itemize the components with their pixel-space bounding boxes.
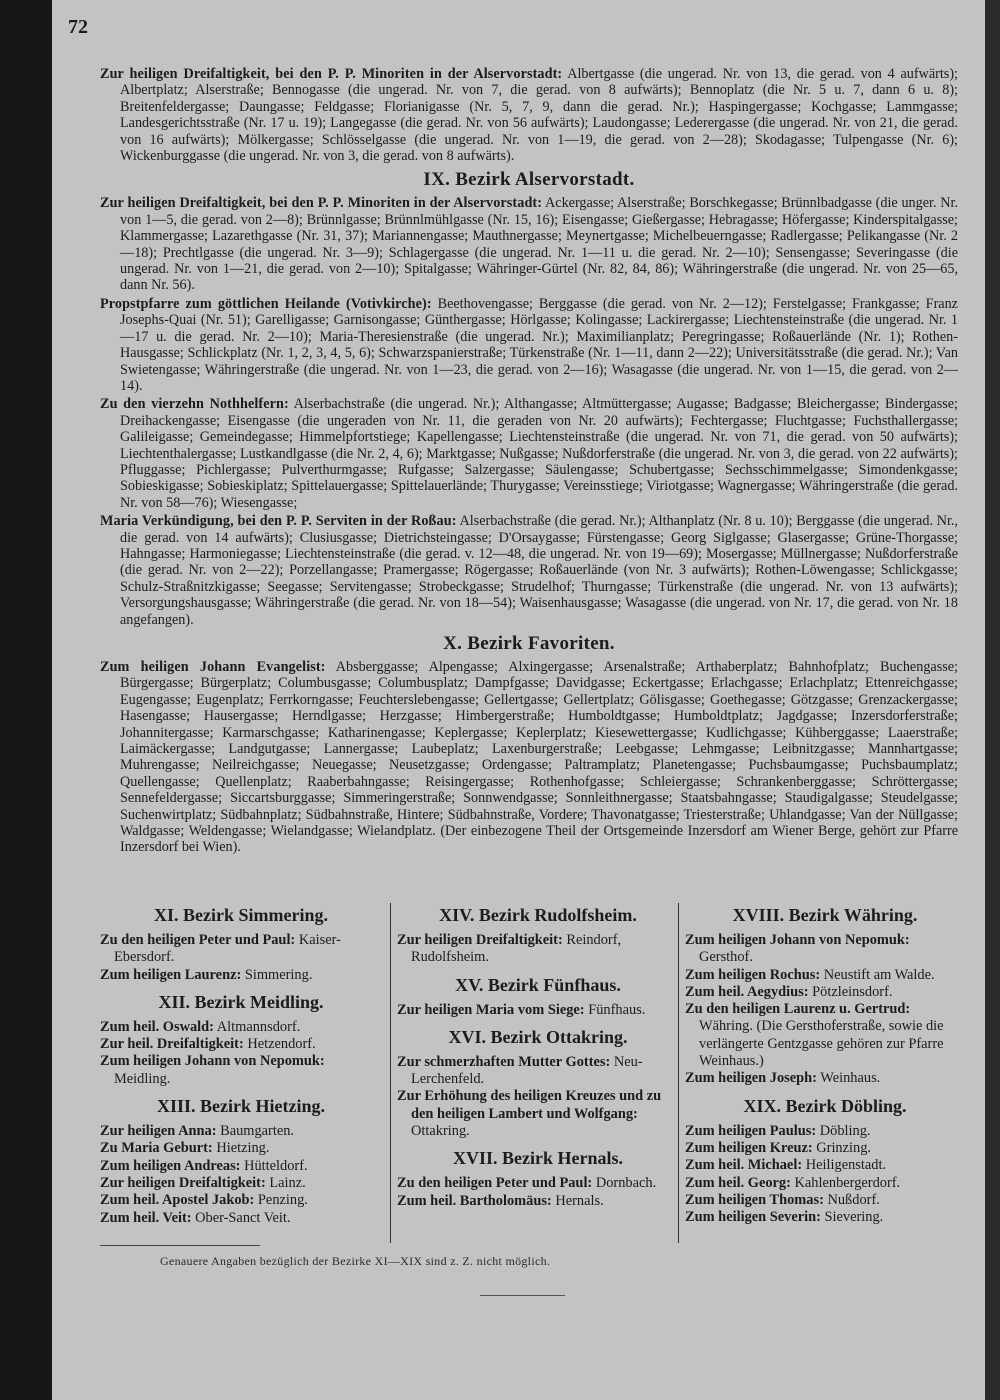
parish-entry: [100, 1036, 382, 1053]
parish-name: Zur heiligen Maria vom Siege:: [397, 1001, 585, 1018]
parish-locality: Nußdorf.: [823, 1191, 880, 1208]
parish-name: Zum heiligen Andreas:: [100, 1157, 241, 1174]
parish-name: Zum heiligen Johann Evangelist:: [100, 659, 326, 675]
district-heading: XVI. Bezirk Ottakring.: [448, 1026, 628, 1047]
parish-locality: Ottakring.: [411, 1123, 470, 1140]
parish-entry: [397, 1193, 679, 1210]
parish-locality: Ober-Sanct Veit.: [191, 1209, 291, 1226]
district-heading: XIX. Bezirk Döbling.: [743, 1095, 907, 1116]
parish-locality: Hetzendorf.: [243, 1036, 316, 1053]
parish-entry: [685, 1192, 965, 1209]
parish-locality: Hietzing.: [212, 1140, 270, 1157]
parish-locality: Hütteldorf.: [240, 1157, 308, 1174]
column-1: [100, 903, 382, 1243]
district-heading: X. Bezirk Favoriten.: [443, 633, 615, 654]
parish-entry: [685, 1123, 965, 1140]
parish-name: Maria Verkündigung, bei den P. P. Serviten in der Roßau:: [100, 513, 457, 530]
parish-name: Zur heiligen Dreifaltigkeit:: [397, 932, 563, 948]
parish-entry: [397, 1054, 679, 1089]
parish-paragraph: [100, 659, 958, 856]
parish-entry: [100, 967, 382, 984]
parish-name: Zu den heiligen Laurenz u. Gertrud:: [685, 1001, 911, 1018]
parish-name: Zum heiligen Paulus:: [685, 1122, 817, 1139]
parish-locality: Weinhaus.: [816, 1070, 881, 1087]
parish-locality: Fünfhaus.: [584, 1001, 646, 1018]
parish-entry: [397, 932, 679, 967]
street-list: Absberggasse; Alpengasse; Alxingergasse; Arsenalstraße; Arthaberplatz; Bahnhofplatz; Buchengasse; Bürgergasse; Bürgerplatz; Columbusgasse; Columbusplatz; Dampfgasse; Davidgasse; Eckertgasse; Erlachgasse; Erlachplatz; Ettenreichgasse; Eugengasse; Eugenplatz; Ferrkorngasse; Feuchterslebengasse; Gellertgasse; Gellertplatz; Gölisgasse; Goethegasse; Götzgasse; Grenzackergasse; Hasengasse; Hausergasse; Herndlgasse; Herzgasse; Himbergerstraße; Humboldtgasse; Humboldtplatz; Jagdgasse; Inzersdorferstraße; Johannitergasse; Karmarschgasse; Katharinengasse; Keplergasse; Keplerplatz; Kiesewettergasse; Kudlichgasse; Kühberggasse; Laaerstraße; Laimäckergasse; Landgutgasse; Lannergasse; Laubeplatz; Laxenburgerstraße; Leebgasse; Lehmgasse; Leibnitzgasse; Mannhartgasse; Muhrengasse; Neilreichgasse; Neuegasse; Neusetzgasse; Ordengasse; Paltramplatz; Planetengasse; Puchsbaumgasse; Puchsbaumplatz; Quellengasse; Quellenplatz; Raaberbahngasse; Reisingergasse; Rothenhofgasse; Schleiergasse; Schrankenberggasse; Schröttergasse; Sennefeldergasse; Siccartsburggasse; Simmeringerstraße; Sonnwendgasse; Sonnleithnergasse; Staatsbahngasse; Staudigalgasse; Steudelgasse; Suchenwirtplatz; Südbahnplatz; Südbahnstraße, Hintere; Südbahnstraße, Vordere; Thavonatgasse; Triesterstraße; Uhlandgasse; Van der Nüllgasse; Waldgasse; Weldengasse; Wielandgasse; Wielandplatz. (Der einbezogene Theil der Ortsgemeinde Inzersdorf am Wiener Berge, gehört zur Pfarre Inzersdorf bei Wien).: [120, 659, 958, 856]
parish-locality: Pötzleinsdorf.: [808, 983, 893, 1000]
district-columns: [100, 903, 965, 1248]
parish-name: Zum heiligen Johann von Nepomuk:: [685, 932, 910, 948]
parish-name: Zur Erhöhung des heiligen Kreuzes und zu den heiligen Lambert und Wolfgang:: [397, 1088, 662, 1122]
parish-entry: [100, 1210, 382, 1227]
column-2: [390, 903, 679, 1243]
spacer: [397, 1019, 679, 1025]
parish-name: Zum heiligen Joseph:: [685, 1070, 817, 1087]
parish-paragraph: [100, 396, 958, 511]
parish-entry: [397, 1088, 679, 1140]
parish-locality: Meidling.: [114, 1070, 171, 1087]
footnote: Genauere Angaben bezüglich der Bezirke XI—XIX sind z. Z. nicht möglich.: [160, 1254, 551, 1268]
street-list: Alserbachstraße (die ungerad. Nr.); Althangasse; Altmüttergasse; Augasse; Badgasse; Bleichergasse; Bindergasse; Dreihackengasse; Eisengasse (die ungeraden von Nr. 11, die geraden von Nr. 20 aufwärts); Fechtergasse; Fluchtgasse; Fuchsthallergasse; Galileigasse; Gemeindegasse; Himmelpfortstiege; Kapellengasse; Liechtensteinstraße (die ungerad. Nr. von 71, die gerad. von 50 aufwärts); Liechtenthalergasse; Lustkandlgasse (die Nr. 2, 4, 6); Marktgasse; Nußgasse; Nußdorferstraße (die ungerad. Nr. von 3, die gerad. von 22 aufwärts); Pfluggasse; Pichlergasse; Pulverthurmgasse; Rufgasse; Salzergasse; Säulengasse; Schubertgasse; Sechsschimmelgasse; Simondenkgasse; Sobieskigasse; Sobieskiplatz; Spittelauergasse; Spittelauerlände; Thurygasse; Vereinsstiege; Viriotgasse; Wagnergasse; Währingerstraße (die gerad. Nr. von 58—76); Wiesengasse;: [120, 396, 958, 511]
parish-name: Zum heiligen Johann von Nepomuk:: [100, 1053, 325, 1070]
parish-locality: Lainz.: [265, 1174, 306, 1191]
main-text: [100, 66, 958, 858]
parish-locality: Neustift am Walde.: [820, 966, 935, 983]
parish-paragraph: [100, 513, 958, 628]
parish-name: Zur heiligen Dreifaltigkeit, bei den P. P. Minoriten in der Alservorstadt:: [100, 66, 563, 82]
parish-entry: [100, 1019, 382, 1036]
district-heading: XI. Bezirk Simmering.: [154, 905, 328, 925]
parish-name: Zu Maria Geburt:: [100, 1140, 213, 1157]
street-list: Albertgasse (die ungerad. Nr. von 13, die gerad. von 4 aufwärts); Albertplatz; Alserstraße; Bennogasse (die ungerad. Nr. von 7, die gerad. von 8 aufwärts); Bennoplatz (die Nr. 5 u. 7, dann 6 u. 8); Breitenfeldergasse; Daungasse; Feldgasse; Florianigasse (Nr. 5, 7, 9, dann die gerad. Nr.); Haspingergasse; Kochgasse; Lammgasse; Landesgerichtsstraße (Nr. 17 u. 19); Langegasse (die gerad. Nr. von 56 aufwärts); Laudongasse; Lederergasse (die ungerad. Nr. von 21, die gerad. von 16 aufwärts); Mölkergasse; Schlösselgasse (die ungerad. Nr. von 1—19, die gerad. von 2—28); Skodagasse; Tulpengasse (Nr. 6); Wickenburggasse (die ungerad. Nr. von 3, die gerad. von 8 aufwärts).: [120, 66, 958, 165]
parish-paragraph: [100, 195, 958, 293]
parish-locality: Penzing.: [254, 1192, 308, 1209]
parish-entry: [685, 1157, 965, 1174]
parish-paragraph: [100, 296, 958, 394]
street-list: Beethovengasse; Berggasse (die gerad. von Nr. 2—12); Ferstelgasse; Frankgasse; Franz Josephs-Quai (Nr. 51); Garelligasse; Garnisongasse; Günthergasse; Hörlgasse; Kolingasse; Lackirergasse; Liechtensteinstraße (die ungerad. Nr. 1—17 u. die gerad. Nr. 2—10); Maria-Theresienstraße (die ungerad. Nr.); Maximilianplatz; Peregringasse; Roßauerlände (Nr. 1); Rothen-Hausgasse; Schlickplatz (Nr. 1, 2, 3, 4, 5, 6); Schwarzspanierstraße; Türkenstraße (Nr. 1—11, dann 2—22); Universitätsstraße (die gerad. Nr.); Van Swietengasse; Währingerstraße (die ungerad. Nr. von 1—23, die gerad. von 2—16); Wasagasse (die ungerad. Nr. von 1—15, die gerad. von 2—14).: [120, 295, 958, 394]
parish-entry: [100, 1053, 382, 1088]
parish-entry: [100, 1123, 382, 1140]
parish-name: Zu den heiligen Peter und Paul:: [397, 1175, 593, 1192]
column-3: [678, 903, 965, 1243]
parish-entry: [100, 1158, 382, 1175]
parish-name: Zu den heiligen Peter und Paul:: [100, 932, 296, 948]
parish-name: Zum heiligen Thomas:: [685, 1191, 824, 1208]
parish-locality: Altmannsdorf.: [213, 1018, 301, 1035]
parish-name: Zum heiligen Kreuz:: [685, 1139, 813, 1156]
street-list: Ackergasse; Alserstraße; Borschkegasse; Brünnlbadgasse (die unger. Nr. von 1—5, die gerad. von 2—8); Brünnlgasse; Brünnlmühlgasse (Nr. 15, 16); Eisengasse; Gießergasse; Hebragasse; Höfergasse; Kinderspitalgasse; Klammergasse; Lazarethgasse (Nr. 31, 37); Mariannengasse; Mauthnergasse; Meynertgasse; Michelbeuerngasse; Radlergasse; Pelikangasse (Nr. 2—18); Prechtlgasse (die ungerad. Nr. 3—9); Schlagergasse (die ungerad. Nr. 1—11 u. die gerad. Nr. 2—10); Sensengasse; Severingasse (die ungerad. Nr. von 1—21, die gerad. von 2—10); Spitalgasse; Währinger-Gürtel (Nr. 82, 84, 86); Währingerstraße (die ungerad. Nr. von 25—65, dann Nr. 56).: [120, 195, 958, 294]
parish-name: Zur heiligen Dreifaltigkeit:: [100, 1174, 266, 1191]
district-heading: XV. Bezirk Fünfhaus.: [455, 974, 621, 995]
district-heading: XII. Bezirk Meidling.: [158, 991, 324, 1012]
parish-name: Zum heiligen Severin:: [685, 1209, 821, 1226]
parish-locality: Hernals.: [551, 1192, 604, 1209]
parish-entry: [100, 1140, 382, 1157]
parish-entry: [685, 1001, 965, 1070]
parish-name: Zum heil. Bartholomäus:: [397, 1192, 552, 1209]
district-heading: IX. Bezirk Alservorstadt.: [423, 169, 635, 191]
parish-name: Zum heil. Georg:: [685, 1174, 791, 1191]
parish-entry: [685, 967, 965, 984]
parish-entry: [100, 932, 382, 967]
spacer: [397, 967, 679, 973]
parish-locality: Währing. (Die Gersthoferstraße, sowie die verlängerte Gentzgasse gehören zur Pfarre Weinhaus.): [699, 1018, 944, 1070]
parish-paragraph: [100, 66, 958, 164]
parish-entry: [685, 984, 965, 1001]
parish-locality: Dornbach.: [592, 1175, 657, 1192]
parish-name: Zum heil. Oswald:: [100, 1018, 214, 1035]
parish-name: Zum heil. Apostel Jakob:: [100, 1192, 255, 1209]
parish-locality: Grinzing.: [812, 1139, 872, 1156]
spacer: [685, 1088, 965, 1094]
district-heading: XIV. Bezirk Rudolfsheim.: [439, 905, 637, 925]
parish-entry: [685, 932, 965, 967]
parish-entry: [685, 1175, 965, 1192]
parish-locality: Döbling.: [816, 1122, 871, 1139]
parish-name: Zur schmerzhaften Mutter Gottes:: [397, 1053, 611, 1070]
parish-name: Zur heiligen Anna:: [100, 1123, 217, 1140]
parish-name: Propstpfarre zum göttlichen Heilande (Votivkirche):: [100, 295, 432, 312]
parish-name: Zum heiligen Rochus:: [685, 966, 821, 983]
parish-entry: [685, 1209, 965, 1226]
column-rule: [100, 1245, 260, 1246]
parish-entry: [397, 1002, 679, 1019]
page-number: 72: [68, 16, 88, 38]
parish-locality: Baumgarten.: [216, 1123, 295, 1140]
parish-name: Zum heiligen Laurenz:: [100, 966, 242, 983]
district-heading: XVIII. Bezirk Währing.: [732, 905, 918, 925]
parish-entry: [100, 1175, 382, 1192]
parish-entry: [100, 1192, 382, 1209]
parish-name: Zum heil. Aegydius:: [685, 983, 809, 1000]
spacer: [100, 984, 382, 990]
parish-name: Zum heil. Michael:: [685, 1157, 803, 1174]
parish-name: Zum heil. Veit:: [100, 1209, 192, 1226]
spacer: [397, 1140, 679, 1146]
parish-name: Zur heiligen Dreifaltigkeit, bei den P. P. Minoriten in der Alservorstadt:: [100, 195, 543, 212]
parish-locality: Reindorf, Rudolfsheim.: [411, 932, 622, 966]
district-heading: XVII. Bezirk Hernals.: [453, 1148, 623, 1169]
district-heading: XIII. Bezirk Hietzing.: [157, 1096, 325, 1117]
end-rule: [480, 1295, 565, 1296]
parish-locality: Kahlenbergerdorf.: [790, 1174, 901, 1191]
street-list: Alserbachstraße (die gerad. Nr.); Althanplatz (Nr. 8 u. 10); Berggasse (die ungerad. Nr., die gerad. von 14 aufwärts); Clusiusgasse; Dietrichsteingasse; D'Orsaygasse; Fürstengasse; Georg Siglgasse; Glasergasse; Grüne-Thorgasse; Hahngasse; Harmoniegasse; Liechtensteinstraße (die gerad. v. 12—48, die ungerad. Nr. von 19—69); Mosergasse; Müllnergasse; Nußdorferstraße (die gerad. Nr. von 2—22); Porzellangasse; Pramergasse; Rögergasse; Roßauerlände (von Nr. 3 aufwärts); Rothen-Löwengasse; Schlickgasse; Schulz-Straßnitzkigasse; Seegasse; Servitengasse; Strobeckgasse; Strudelhof; Thurngasse; Türkenstraße (die ungerad. Nr. von 13 aufwärts); Versorgungshausgasse; Währingerstraße (die gerad. Nr. von 18—54); Waisenhausgasse; Wasagasse (die ungerad. von Nr. 17, die gerad. von Nr. 18 angefangen).: [120, 513, 958, 628]
parish-name: Zur heil. Dreifaltigkeit:: [100, 1036, 244, 1053]
parish-entry: [397, 1175, 679, 1192]
parish-name: Zu den vierzehn Nothhelfern:: [100, 396, 289, 413]
scan-edge: [985, 0, 1000, 1400]
parish-locality: Simmering.: [241, 966, 313, 983]
parish-entry: [685, 1140, 965, 1157]
parish-locality: Heiligenstadt.: [802, 1157, 887, 1174]
spacer: [100, 1088, 382, 1094]
parish-locality: Neu-Lerchenfeld.: [411, 1053, 643, 1088]
parish-locality: Gersthof.: [699, 949, 753, 966]
parish-locality: Sievering.: [820, 1209, 884, 1226]
parish-locality: Kaiser-Ebersdorf.: [114, 932, 341, 966]
parish-entry: [685, 1070, 965, 1087]
